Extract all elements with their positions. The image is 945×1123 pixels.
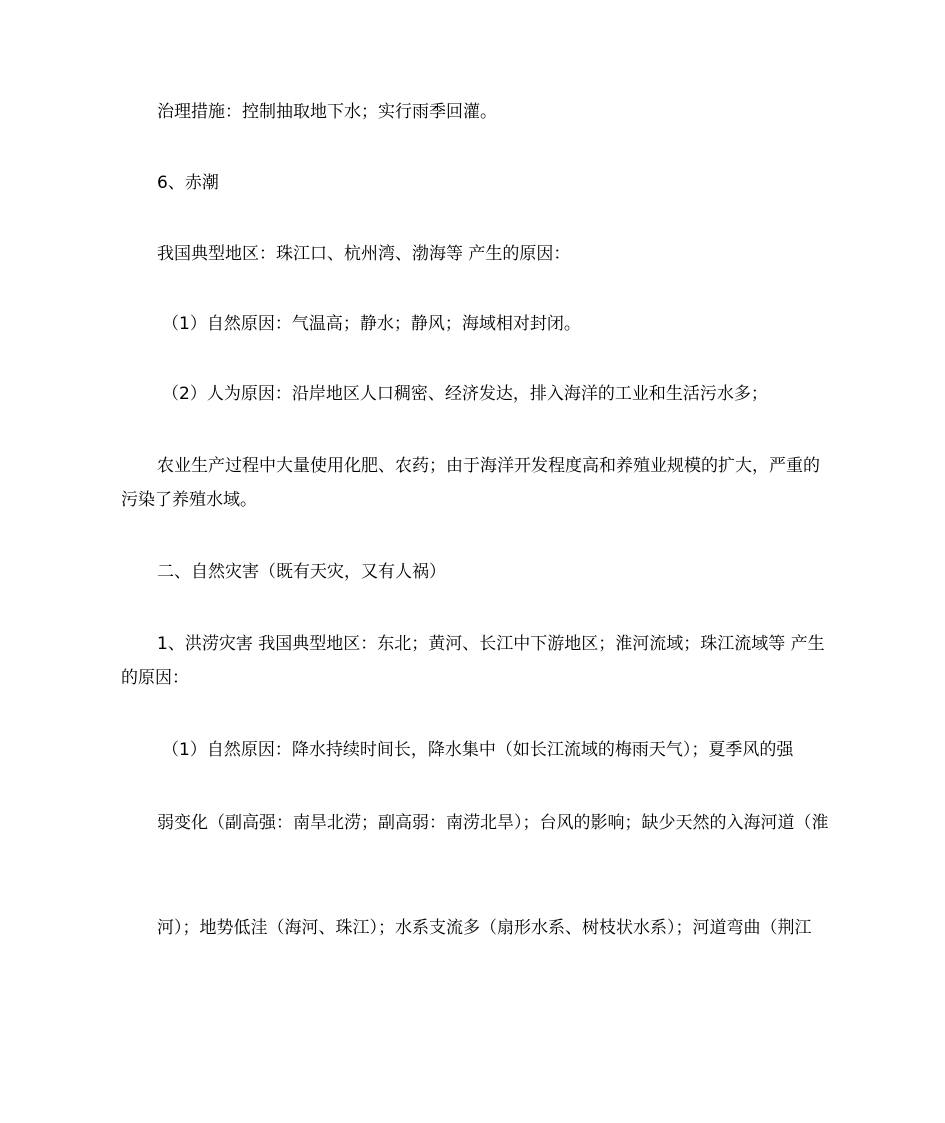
paragraph-red-tide-regions: 我国典型地区：珠江口、杭州湾、渤海等 产生的原因： bbox=[157, 244, 571, 264]
heading-red-tide: 6、赤潮 bbox=[157, 173, 219, 193]
paragraph-governance-measures: 治理措施：控制抽取地下水；实行雨季回灌。 bbox=[157, 102, 497, 122]
heading-natural-disasters: 二、自然灾害（既有天灾，又有人祸） bbox=[157, 562, 446, 582]
paragraph-terrain-rivers: 河）；地势低洼（海河、珠江）；水系支流多（扇形水系、树枝状水系）；河道弯曲（荆江 bbox=[157, 918, 812, 938]
paragraph-red-tide-natural-causes: （1）自然原因：气温高；静水；静风；海域相对封闭。 bbox=[162, 314, 581, 334]
paragraph-monsoon-variation: 弱变化（副高强：南旱北涝；副高弱：南涝北旱）；台风的影响；缺少天然的入海河道（淮 bbox=[157, 813, 829, 833]
paragraph-red-tide-human-causes: （2）人为原因：沿岸地区人口稠密、经济发达，排入海洋的工业和生活污水多； bbox=[162, 384, 768, 404]
paragraph-flood-natural-causes: （1）自然原因：降水持续时间长，降水集中（如长江流域的梅雨天气）；夏季风的强 bbox=[162, 740, 794, 760]
paragraph-agriculture-pollution: 农业生产过程中大量使用化肥、农药；由于海洋开发程度高和养殖业规模的扩大，严重的污染了养殖水域。 bbox=[121, 456, 820, 510]
paragraph-flood-regions: 1、洪涝灾害 我国典型地区：东北；黄河、长江中下游地区；淮河流域；珠江流域等 产生的原因： bbox=[121, 634, 825, 688]
